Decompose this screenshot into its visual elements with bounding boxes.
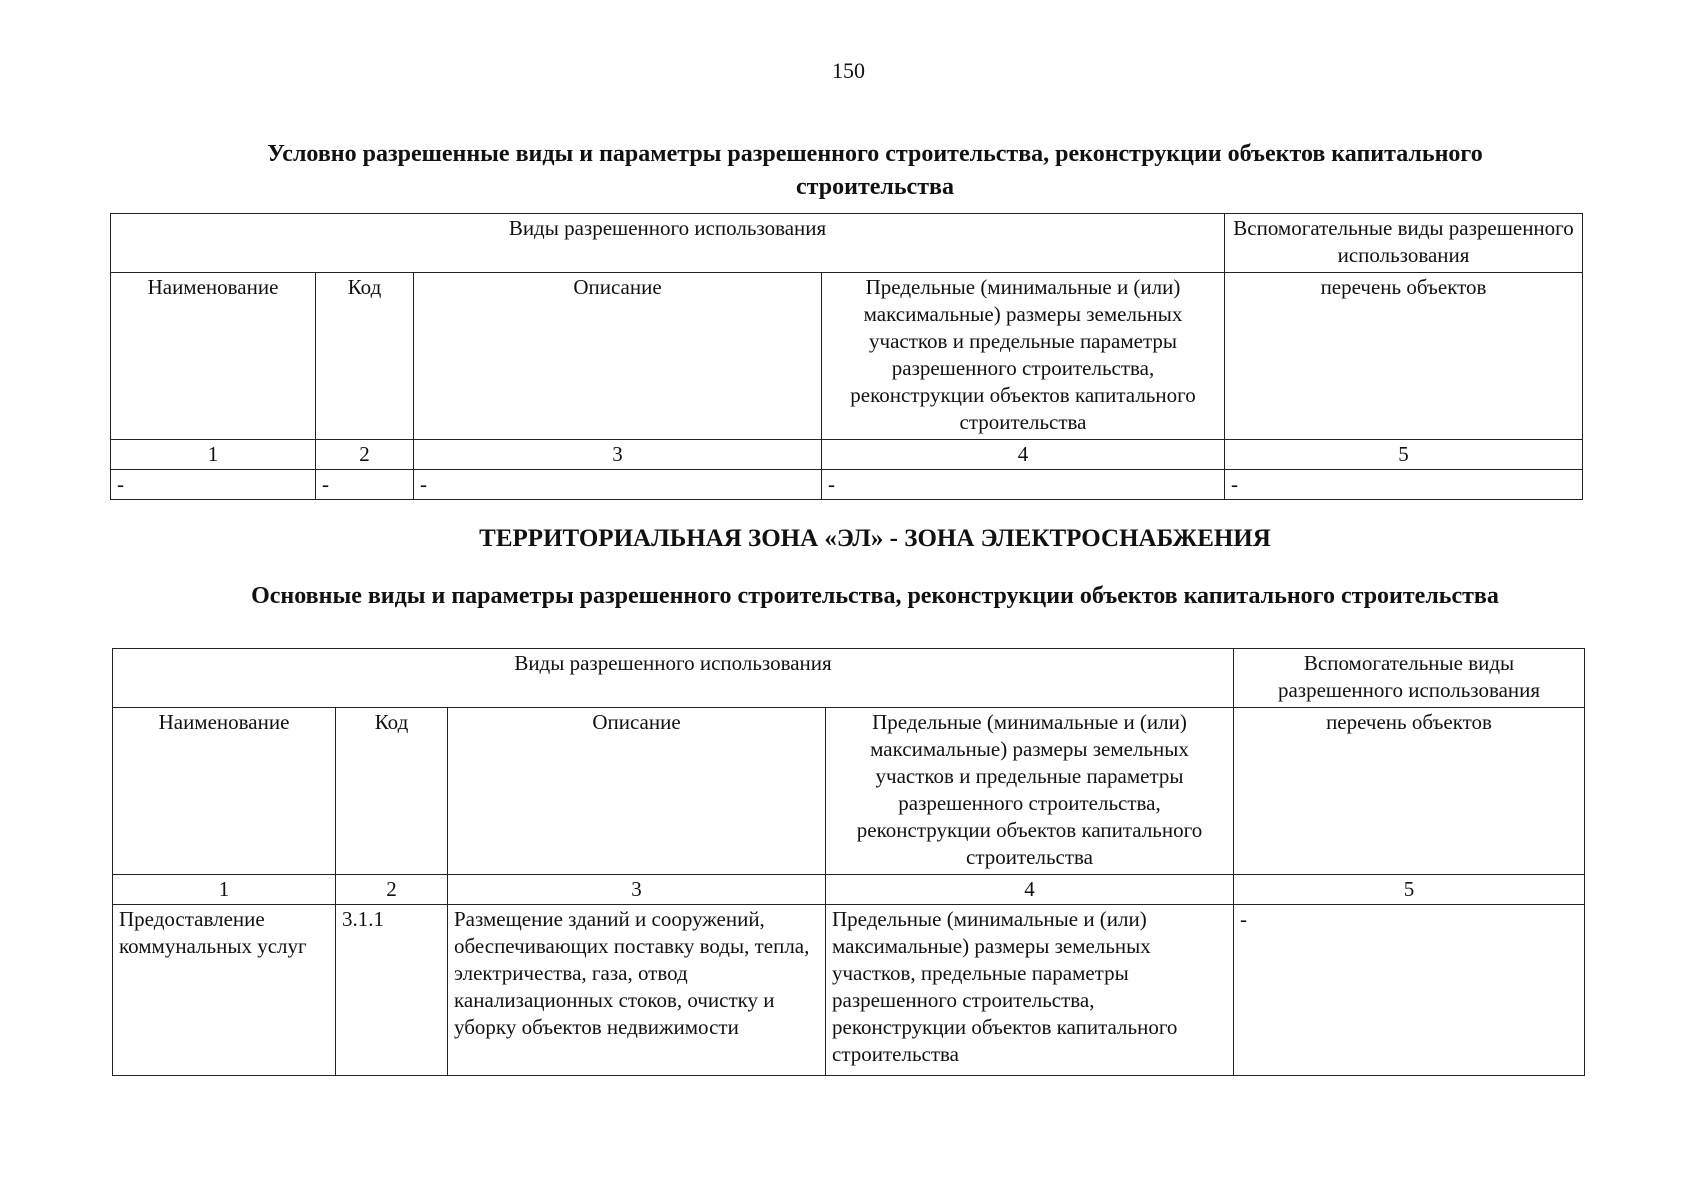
aux-objects-cell: - bbox=[1234, 905, 1585, 1076]
column-number: 4 bbox=[826, 875, 1234, 905]
use-name-cell: Предоставление коммунальных услуг bbox=[113, 905, 336, 1076]
table-cell: - bbox=[316, 470, 414, 500]
column-header-objects: перечень объектов bbox=[1234, 708, 1585, 875]
main-uses-table bbox=[112, 648, 1585, 1076]
group-header-main: Виды разрешенного использования bbox=[111, 214, 1225, 273]
column-number: 5 bbox=[1234, 875, 1585, 905]
column-number: 5 bbox=[1225, 440, 1583, 470]
group-header-main: Виды разрешенного использования bbox=[113, 649, 1234, 708]
column-header-description: Описание bbox=[448, 708, 826, 875]
column-number: 3 bbox=[448, 875, 826, 905]
use-limits-cell: Предельные (минимальные и (или) максимальные) размеры земельных участков, предельные параметры разрешенного строительства, реконструкции объектов капитального строительства bbox=[826, 905, 1234, 1076]
column-header-code: Код bbox=[336, 708, 448, 875]
column-number: 3 bbox=[414, 440, 822, 470]
table-cell: - bbox=[1225, 470, 1583, 500]
column-header-description: Описание bbox=[414, 273, 822, 440]
table-row bbox=[113, 905, 1585, 1076]
table-row bbox=[111, 470, 1583, 500]
column-header-name: Наименование bbox=[111, 273, 316, 440]
table-cell: - bbox=[414, 470, 822, 500]
column-number: 4 bbox=[822, 440, 1225, 470]
column-header-objects: перечень объектов bbox=[1225, 273, 1583, 440]
column-number: 2 bbox=[316, 440, 414, 470]
column-header-code: Код bbox=[316, 273, 414, 440]
column-number: 1 bbox=[111, 440, 316, 470]
section-heading-conditional: Условно разрешенные виды и параметры разрешенного строительства, реконструкции объектов капитального строительства bbox=[267, 141, 1483, 200]
group-header-aux: Вспомогательные виды разрешенного использования bbox=[1234, 649, 1585, 708]
use-description-cell: Размещение зданий и сооружений, обеспечивающих поставку воды, тепла, электричества, газа, отвод канализационных стоков, очистку и уборку объектов недвижимости bbox=[448, 905, 826, 1076]
zone-title: ТЕРРИТОРИАЛЬНАЯ ЗОНА «ЭЛ» - ЗОНА ЭЛЕКТРОСНАБЖЕНИЯ bbox=[479, 525, 1271, 552]
table-cell: - bbox=[111, 470, 316, 500]
use-code-cell: 3.1.1 bbox=[336, 905, 448, 1076]
conditional-uses-table bbox=[110, 213, 1583, 500]
table-cell: - bbox=[822, 470, 1225, 500]
group-header-aux: Вспомогательные виды разрешенного использования bbox=[1225, 214, 1583, 273]
page-number: 150 bbox=[832, 58, 865, 83]
column-header-limits: Предельные (минимальные и (или) максимальные) размеры земельных участков и предельные параметры разрешенного строительства, реконструкции объектов капитального строительства bbox=[822, 273, 1225, 440]
column-header-name: Наименование bbox=[113, 708, 336, 875]
section-heading-main: Основные виды и параметры разрешенного строительства, реконструкции объектов капитального строительства bbox=[251, 583, 1499, 609]
column-number: 2 bbox=[336, 875, 448, 905]
column-header-limits: Предельные (минимальные и (или) максимальные) размеры земельных участков и предельные параметры разрешенного строительства, реконструкции объектов капитального строительства bbox=[826, 708, 1234, 875]
column-number: 1 bbox=[113, 875, 336, 905]
